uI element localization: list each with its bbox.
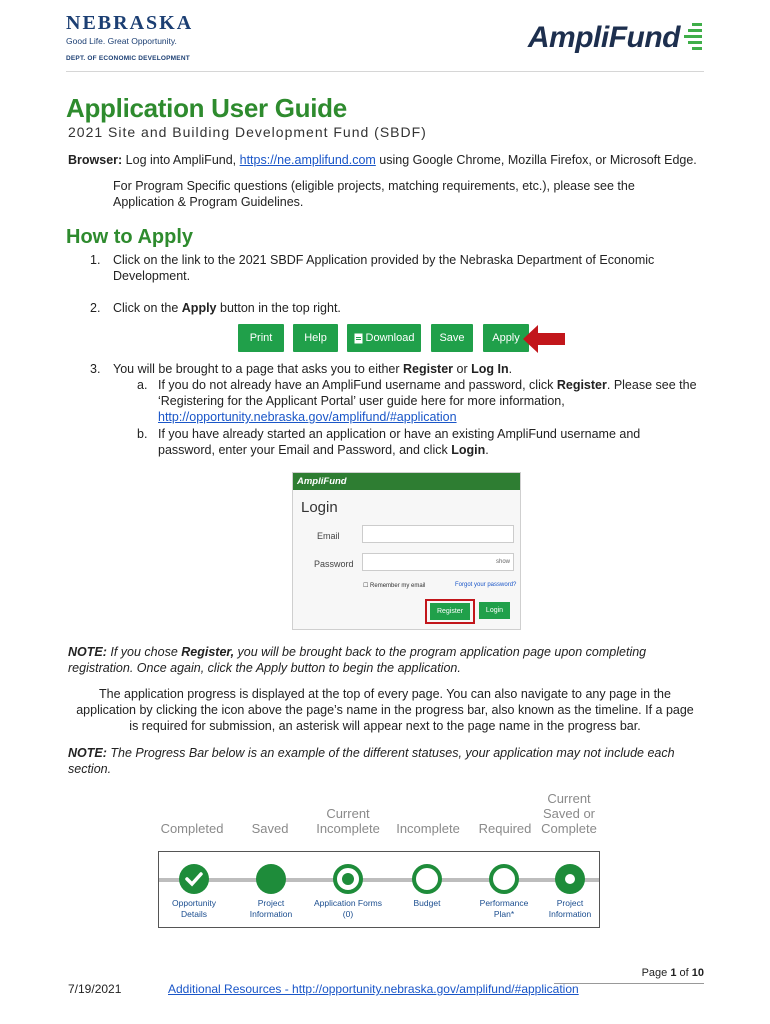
step-3-pre: You will be brought to a page that asks you to either: [113, 362, 404, 376]
login-brand-bar: [293, 473, 520, 490]
timeline-line: [159, 878, 599, 882]
step-1-line1: Click on the link to the 2021 SBDF Application provided by the Nebraska Department of Economic: [113, 253, 655, 267]
browser-label: Browser:: [68, 153, 123, 167]
progress-bar-example: [158, 851, 600, 928]
step-label-budget: Budget: [413, 898, 441, 908]
page-pre: Page: [641, 967, 671, 979]
amplifund-lines-icon: [680, 21, 704, 55]
step-2-number: 2.: [90, 301, 101, 315]
current-saved-step-icon[interactable]: [555, 864, 585, 894]
note1-label: NOTE:: [68, 645, 107, 659]
step-3a-pre: If you do not already have an AmpliFund username and password, click: [158, 378, 557, 392]
current-dot: [565, 874, 575, 884]
page-number: [642, 967, 704, 979]
status-required: Required: [478, 821, 532, 836]
step-3b-label: b.: [137, 427, 148, 441]
step-1-text: [113, 252, 654, 284]
progress-line2: application by clicking the icon above the page’s name in the progress bar, also known as the timeline. If a page: [76, 703, 694, 717]
current-dot: [342, 873, 354, 885]
login-title: Login: [301, 499, 338, 516]
required-step-icon[interactable]: [489, 864, 519, 894]
step-2-post: button in the top right.: [216, 301, 341, 315]
progress-line3: is required for submission, an asterisk will appear next to the page name in the progress bar.: [129, 719, 641, 733]
note2-line2: section.: [68, 762, 112, 776]
login-brand: AmpliFund: [297, 476, 347, 487]
step-label-project-information: Project Information: [249, 898, 293, 919]
program-questions-line1: For Program Specific questions (eligible projects, matching requirements, etc.), please see the: [113, 179, 635, 193]
forgot-password-link[interactable]: Forgot your password?: [455, 582, 517, 588]
step-3-mid: or: [453, 362, 472, 376]
step-3b-text: [158, 426, 640, 458]
nebraska-logo: [66, 12, 194, 62]
save-button[interactable]: Save: [431, 324, 473, 352]
step-label-performance-plan: Performance Plan*: [479, 898, 529, 919]
document-icon: [354, 333, 363, 344]
login-password-label: Password: [314, 559, 354, 569]
how-to-apply-heading: How to Apply: [66, 226, 194, 248]
step-3a-bold: Register: [556, 378, 607, 392]
nebraska-logo-dept: DEPT. OF ECONOMIC DEVELOPMENT: [66, 55, 190, 62]
browser-instructions: [68, 152, 697, 168]
amplifund-url-link[interactable]: https://ne.amplifund.com: [239, 153, 376, 167]
program-questions-line2: Application & Program Guidelines.: [113, 195, 304, 209]
note1-line2: registration. Once again, click the Apply button to begin the application.: [68, 661, 461, 675]
page-of: of: [676, 967, 692, 979]
download-label: Download: [365, 332, 415, 344]
red-arrow-icon: [523, 324, 567, 354]
page-subtitle: 2021 Site and Building Development Fund (SBDF): [68, 124, 427, 140]
login-email-field[interactable]: [362, 525, 514, 543]
step-1-number: 1.: [90, 253, 101, 267]
progress-description: [40, 686, 730, 734]
step-2-pre: Click on the: [113, 301, 182, 315]
status-saved: Saved: [251, 821, 289, 836]
nebraska-logo-word: NEBRASKA: [66, 12, 194, 34]
checkmark-icon: [179, 864, 209, 894]
step-3a-line2: ‘Registering for the Applicant Portal’ user guide here for more information,: [158, 394, 565, 408]
program-questions: [113, 178, 635, 210]
step-3b-line1: If you have already started an application or have an existing AmpliFund username and: [158, 427, 641, 441]
page-current: 1: [670, 967, 677, 979]
registering-guide-link[interactable]: http://opportunity.nebraska.gov/amplifund/#application: [158, 410, 457, 424]
step-label-opportunity-details: Opportunity Details: [172, 898, 216, 919]
note2-label: NOTE:: [68, 746, 107, 760]
login-show-toggle[interactable]: show: [495, 559, 510, 565]
step-3a-post: . Please see the: [606, 378, 697, 392]
note1-bold: Register,: [181, 645, 235, 659]
step-3a-text: [158, 377, 718, 425]
header-divider: [66, 71, 704, 72]
note2-line1: The Progress Bar below is an example of the different statuses, your application may not include each: [106, 746, 675, 760]
incomplete-step-icon[interactable]: [412, 864, 442, 894]
note-progress-bar: [68, 745, 675, 777]
step-3-number: 3.: [90, 362, 101, 376]
step-2-bold: Apply: [181, 301, 217, 315]
login-email-label: Email: [317, 531, 340, 541]
note1-pre: If you chose: [106, 645, 182, 659]
nebraska-logo-tagline: Good Life. Great Opportunity.: [66, 36, 177, 46]
step-3a-label: a.: [137, 378, 148, 392]
login-button[interactable]: Login: [479, 602, 510, 619]
download-button[interactable]: [347, 324, 421, 352]
register-button[interactable]: Register: [430, 603, 470, 620]
print-button[interactable]: Print: [238, 324, 284, 352]
step-label-project-information-2: Project Information: [548, 898, 592, 919]
current-incomplete-step-icon[interactable]: [333, 864, 363, 894]
note1-post: you will be brought back to the program application page upon completing: [234, 645, 647, 659]
step-3-login: Log In: [471, 362, 509, 376]
footer-date: 7/19/2021: [68, 982, 122, 996]
remember-checkbox[interactable]: ☐ Remember my email: [363, 583, 426, 589]
step-3b-pre: password, enter your Email and Password, and click: [158, 443, 452, 457]
step-label-application-forms: Application Forms (0): [313, 898, 383, 919]
progress-line1: The application progress is displayed at the top of every page. You can also navigate to any page in the: [99, 687, 671, 701]
note-register: [68, 644, 646, 676]
saved-step-icon[interactable]: [256, 864, 286, 894]
step-3b-bold: Login: [451, 443, 486, 457]
browser-text-1: Log into AmpliFund,: [122, 153, 240, 167]
login-screenshot: [292, 472, 521, 630]
step-2-text: [113, 300, 341, 316]
page-title: Application User Guide: [66, 93, 347, 123]
apply-button[interactable]: Apply: [483, 324, 529, 352]
step-3b-end: .: [485, 443, 489, 457]
step-1-line2: Development.: [113, 269, 191, 283]
login-password-field[interactable]: [362, 553, 514, 571]
additional-resources-link[interactable]: Additional Resources - http://opportunity.nebraska.gov/amplifund/#application: [168, 982, 579, 996]
completed-step-icon[interactable]: [179, 864, 209, 894]
help-button[interactable]: Help: [293, 324, 338, 352]
browser-text-2: using Google Chrome, Mozilla Firefox, or Microsoft Edge.: [375, 153, 697, 167]
status-current-saved-complete: Current Saved or Complete: [541, 791, 597, 836]
status-completed: Completed: [160, 821, 224, 836]
remember-label: Remember my email: [370, 583, 426, 589]
status-incomplete: Incomplete: [396, 821, 460, 836]
status-current-incomplete: Current Incomplete: [316, 806, 380, 836]
page-total: 10: [691, 967, 704, 979]
step-3-end: .: [508, 362, 513, 376]
amplifund-logo-word: AmpliFund: [527, 21, 680, 54]
step-3-register: Register: [403, 362, 454, 376]
amplifund-logo: [528, 14, 704, 62]
step-3-text: [113, 361, 512, 377]
